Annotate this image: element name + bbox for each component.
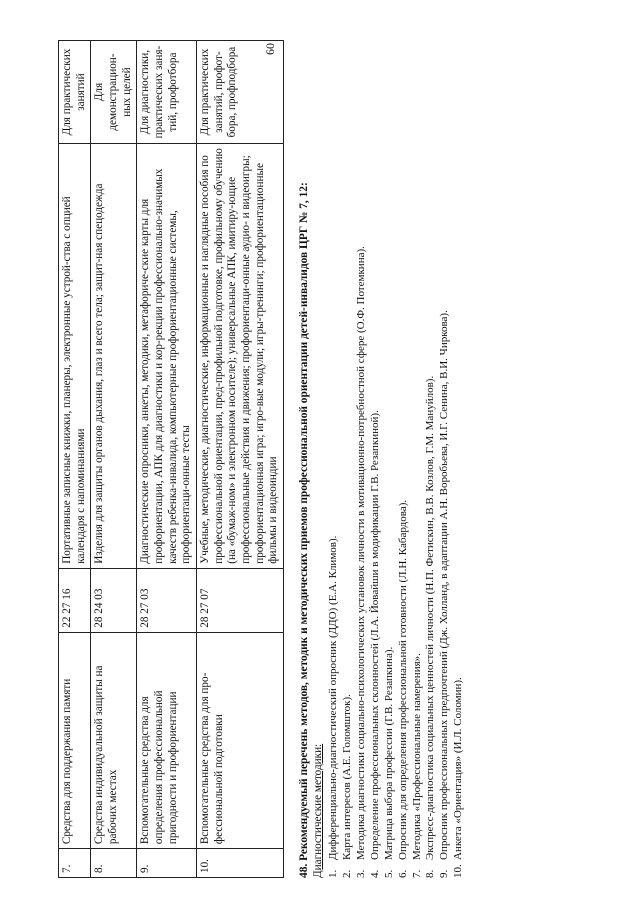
row-number: 8. (91, 849, 137, 878)
item-products: Изделия для защиты органов дыхания, глаз и всего тела; защит-ная спецодежда (91, 144, 137, 569)
item-purpose: Для практических занятий (59, 41, 91, 144)
section-title: 48. Рекомендуемый перечень методов, методик и методических приемов профессиональной ориентации детей-инвалидов ЦРГ № 7, 12: (297, 182, 310, 878)
method-text: Матрица выбора профессии (Г.В. Резапкина). (382, 646, 395, 860)
methods-list (327, 32, 466, 878)
item-code: 28 27 07 (196, 568, 283, 632)
item-code: 28 27 03 (137, 568, 197, 632)
list-item (383, 32, 397, 878)
equipment-table (58, 40, 284, 878)
list-item (424, 32, 438, 878)
item-name: Вспомогательные средства для про-фессиональной подготовки (196, 632, 283, 848)
method-text: Методика «Профессиональные намерения». (410, 653, 423, 860)
method-number: 1. (327, 869, 340, 878)
method-number: 5. (382, 869, 395, 878)
list-item (438, 32, 452, 878)
method-number: 4. (368, 869, 381, 878)
row-number: 7. (59, 849, 91, 878)
item-purpose: Для диагностики, практических заня-тий, профотбора (137, 41, 197, 144)
item-purpose: Для практических занятий, профот-бора, профподбора (196, 41, 283, 144)
method-number: 6. (396, 869, 409, 878)
row-number: 9. (137, 849, 197, 878)
list-item (355, 32, 369, 878)
item-purpose: Для демонстрацион-ных целей (91, 41, 137, 144)
item-name: Вспомогательные средства для определения профессиональной пригодности и профориентации (137, 632, 197, 848)
list-item (411, 32, 425, 878)
method-number: 3. (355, 869, 368, 878)
item-name: Средства для поддержания памяти (59, 632, 91, 848)
section-subtitle: Диагностические методики: (311, 743, 324, 878)
item-products: Диагностические опросники, анкеты, методики, метафориче-ские карты для профориентации, АПК для диагностики и кор-рекции профессионально-значимых качеств ребенка-инвалида, компьютерные профориентационные системы, профориентаци-онные тесты (137, 144, 197, 569)
method-text: Определение профессиональных склонностей (Л.А. Йовайши в модификации Г.В. Резапкиной). (368, 410, 381, 860)
method-number: 2. (341, 869, 354, 878)
row-number: 10. (196, 849, 283, 878)
table-row (196, 41, 283, 878)
item-name: Средства индивидуальной защиты на рабочих местах (91, 632, 137, 848)
method-text: Карта интересов (А.Е. Голомшток). (341, 694, 354, 860)
method-text: Опросник профессиональных предпочтений (Дж. Холланд, в адаптации А.Н. Воробьева, И.Г. Сенина, В.И. Чиркова). (438, 310, 451, 860)
table-row (137, 41, 197, 878)
method-number: 8. (424, 869, 437, 878)
item-code: 28 24 03 (91, 568, 137, 632)
method-number: 7. (410, 869, 423, 878)
method-text: Дифференциально-диагностический опросник (ДДО) (Е.А. Климов). (327, 535, 340, 860)
list-item (452, 32, 466, 878)
item-products: Портативные записные книжки, планеры, электронные устрой-ства с опцией календаря с напоминаниями (59, 144, 91, 569)
method-text: Анкета «Ориентация» (И.Л. Соломин). (452, 677, 465, 860)
list-item (341, 32, 355, 878)
method-number: 9. (438, 869, 451, 878)
method-text: Экспресс-диагностика социальных ценностей личности (Н.П. Фетискин, В.В. Козлов, Г.М. Мануйлов). (424, 375, 437, 860)
list-item (369, 32, 383, 878)
item-code: 22 27 16 (59, 568, 91, 632)
list-item (397, 32, 411, 878)
methods-section (298, 32, 466, 878)
table-row (91, 41, 137, 878)
rotated-page-content (58, 32, 618, 878)
method-number: 10. (452, 864, 465, 878)
page-number: 60 (263, 43, 277, 55)
list-item (327, 32, 341, 878)
item-products: Учебные, методические, диагностические, информационные и наглядные пособия по профессиональной ориентации, пред-профильной подготовке, профильному обучению (на «бумаж-ном» и электронном носителе); универсальные АПК, имитиру-ющие профессиональные действия и движения; профориентаци-онные аудио- и видеоигры; профориентационная игра; игро-вые модули; игры-тренинги; профориентационные фильмы и видеоиндии (196, 144, 283, 569)
method-text: Методика диагностики социально-психологических установок личности в мотивационно-потребностной сфере (О.Ф. Потемкина). (355, 246, 368, 860)
table-row (59, 41, 91, 878)
method-text: Опросник для определения профессиональной готовности (Л.Н. Кабардова). (396, 499, 409, 860)
